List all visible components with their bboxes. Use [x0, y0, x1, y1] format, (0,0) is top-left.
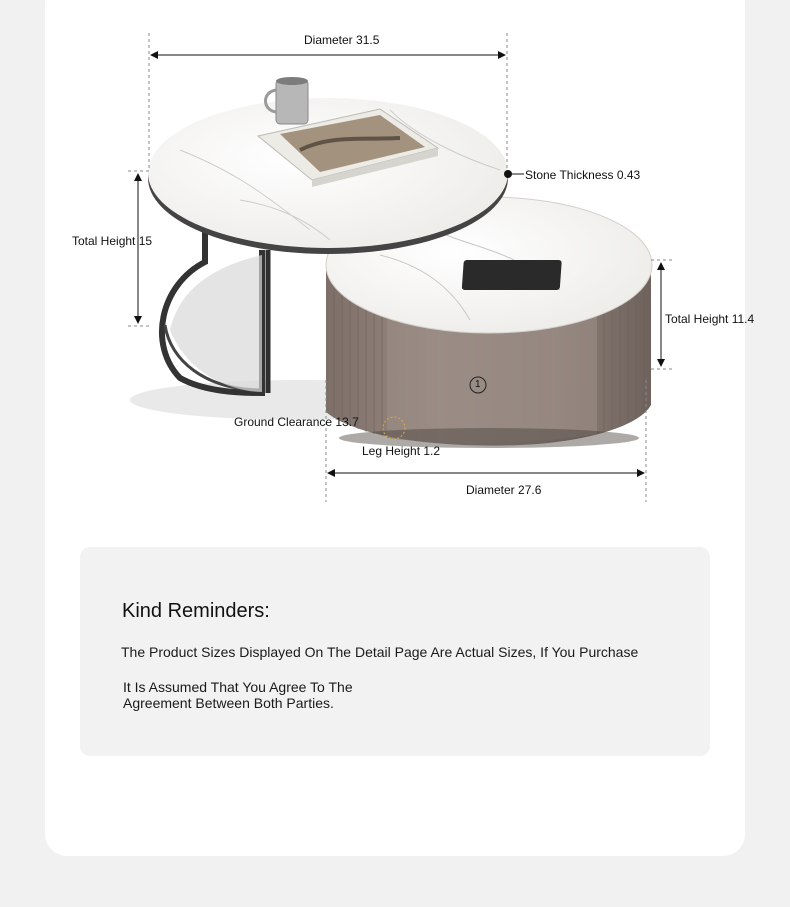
large-table-top: [148, 77, 508, 254]
large-table-frame: [162, 230, 268, 393]
stone-thickness-marker: [504, 170, 512, 178]
bottom-diameter-label: Diameter 27.6: [466, 483, 542, 497]
reminder-title: Kind Reminders:: [122, 600, 270, 622]
total-height-large-label: Total Height 15: [72, 234, 153, 248]
kind-reminders-box: [80, 547, 710, 756]
reminder-text-line1: The Product Sizes Displayed On The Detail Page Are Actual Sizes, If You Purchase: [121, 644, 639, 660]
drawer-number: 1: [475, 379, 481, 390]
stone-thickness-label: Stone Thickness 0.43: [525, 168, 641, 182]
top-diameter-label: Diameter 31.5: [304, 33, 380, 47]
reminder-text-line2: It Is Assumed That You Agree To The Agreement Between Both Parties.: [123, 679, 353, 711]
leg-height-label: Leg Height 1.2: [362, 444, 441, 458]
ground-clearance-label: Ground Clearance 13.7: [234, 415, 359, 429]
total-height-small-label: Total Height 11.4: [665, 312, 755, 326]
